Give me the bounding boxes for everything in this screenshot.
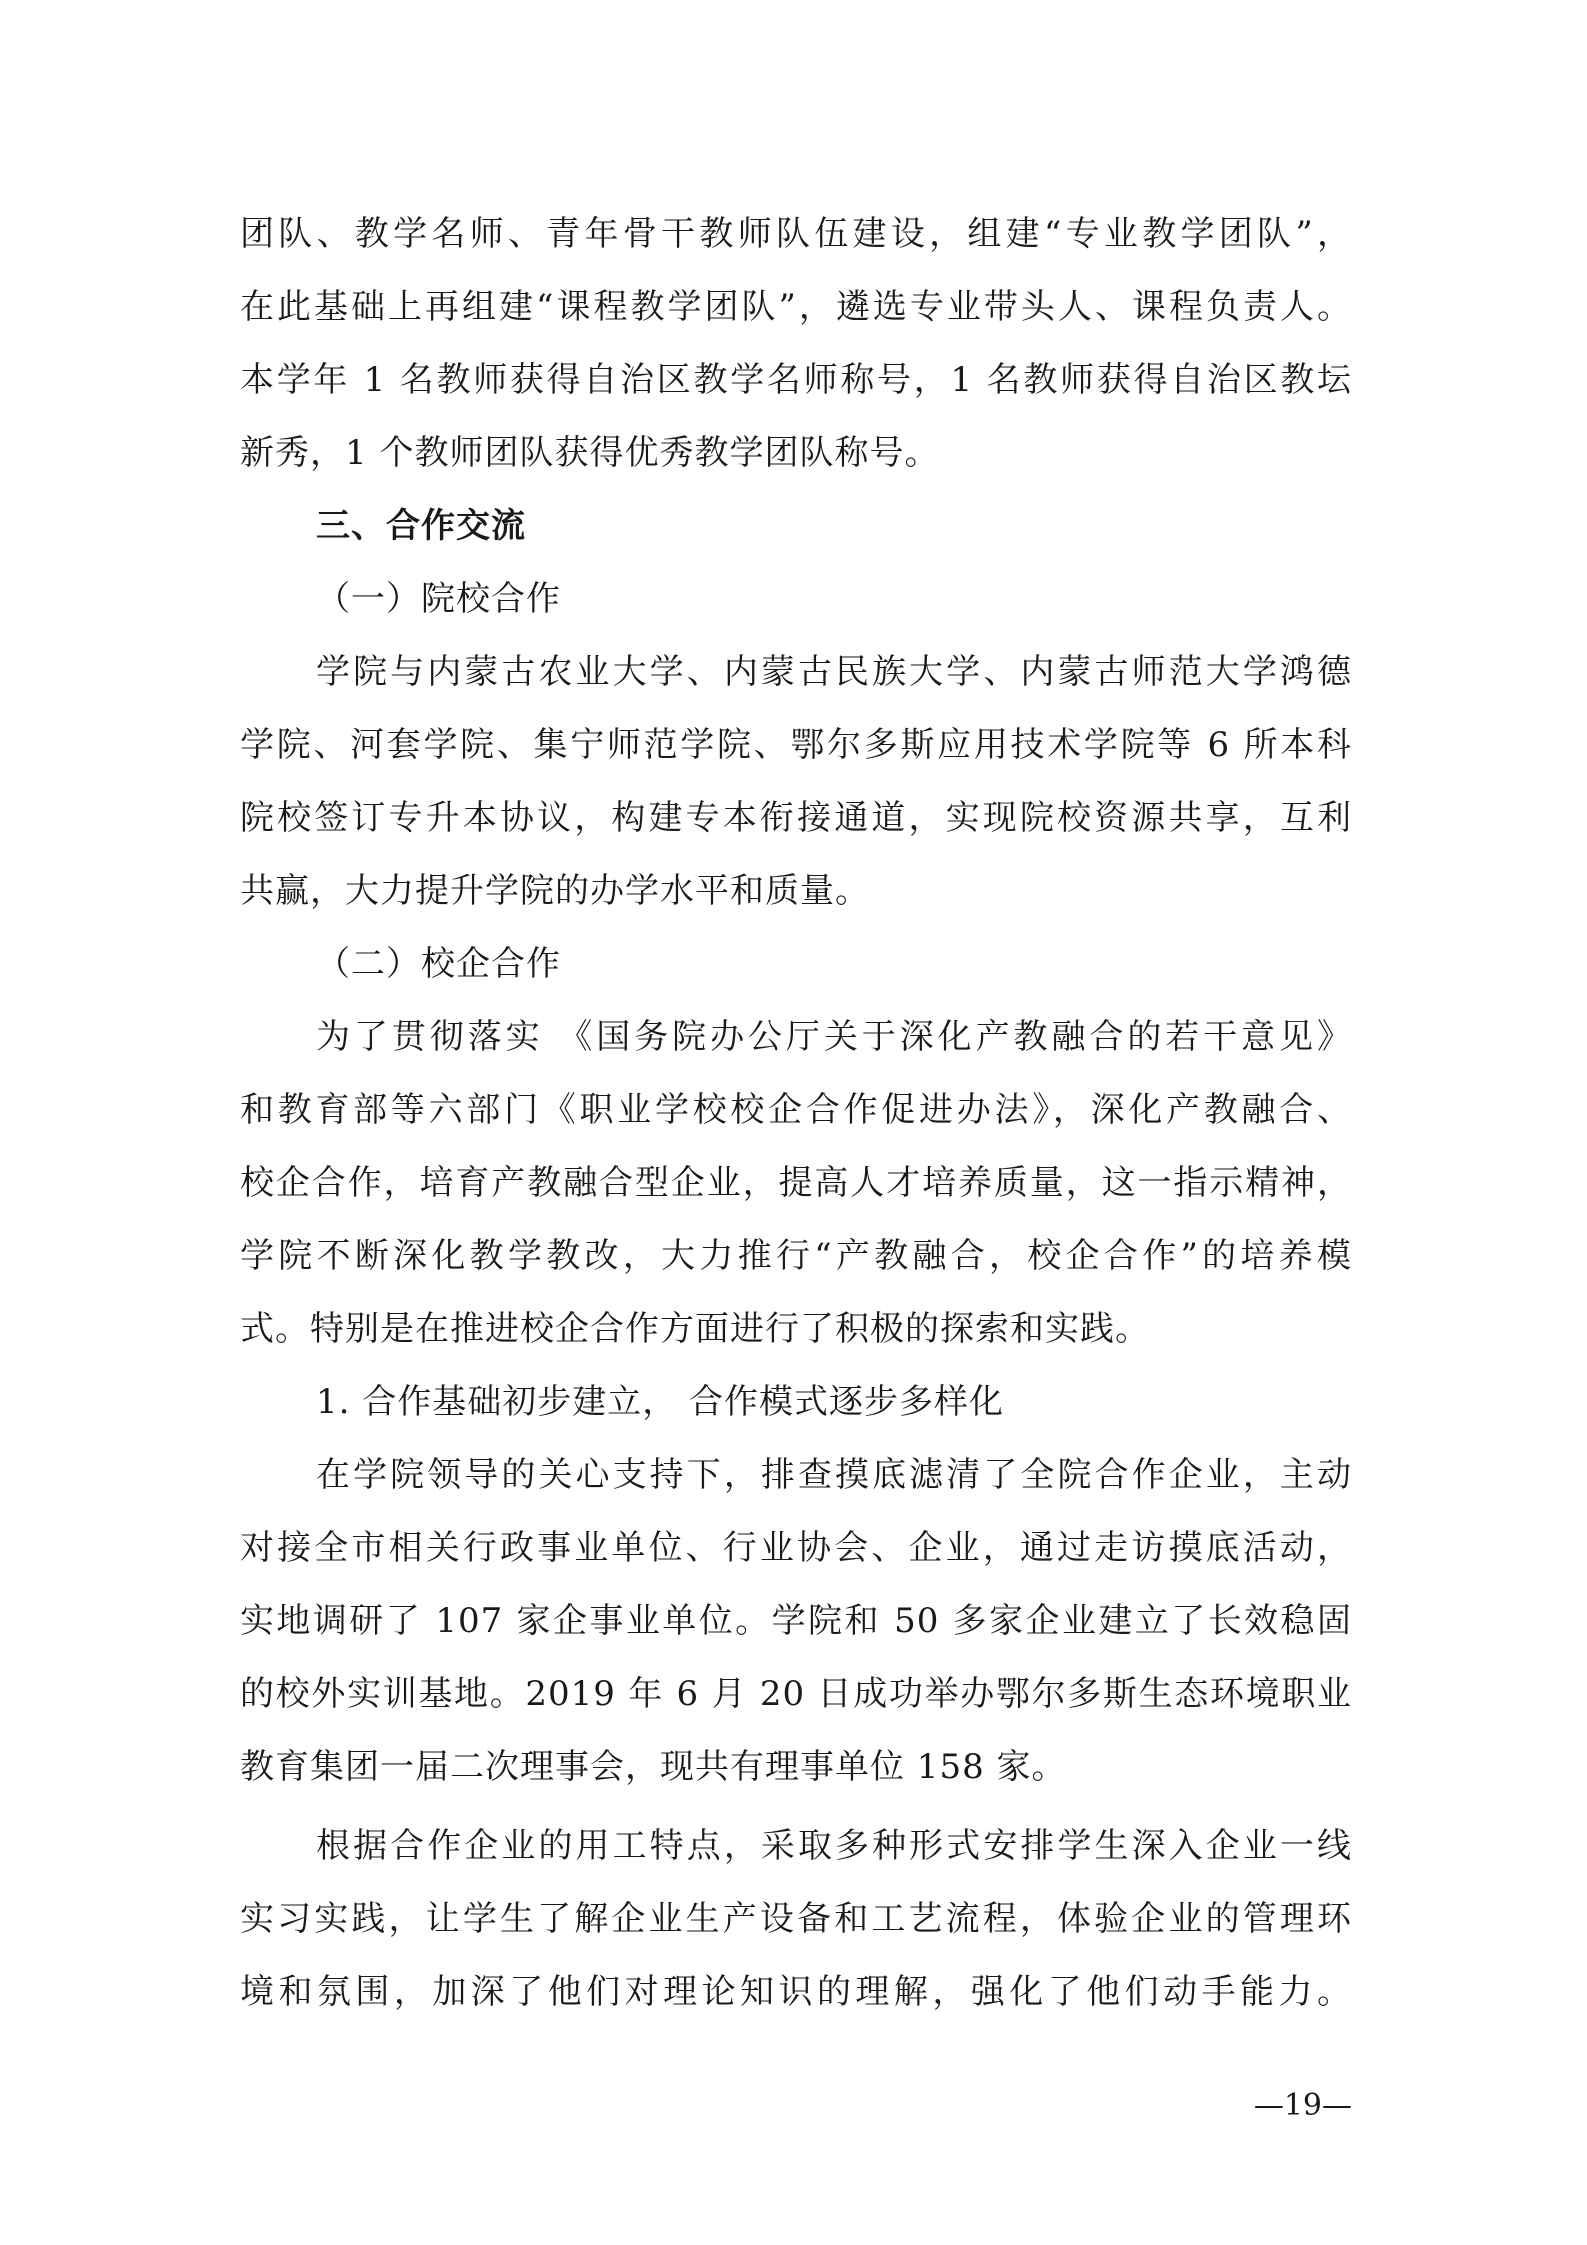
body-line: 学院与内蒙古农业大学、内蒙古民族大学、内蒙古师范大学鸿德 xyxy=(316,652,1352,692)
body-line: 校企合作，培育产教融合型企业，提高人才培养质量，这一指示精神， xyxy=(240,1163,1352,1203)
body-line: 学院不断深化教学教改，大力推行“产教融合，校企合作”的培养模 xyxy=(240,1236,1352,1276)
body-line: 对接全市相关行政事业单位、行业协会、企业，通过走访摸底活动， xyxy=(240,1528,1352,1568)
body-line: 和教育部等六部门《职业学校校企合作促进办法》，深化产教融合、 xyxy=(240,1090,1352,1130)
body-line: 新秀，1 个教师团队获得优秀教学团队称号。 xyxy=(240,433,940,473)
body-line: 院校签订专升本协议，构建专本衔接通道，实现院校资源共享，互利 xyxy=(240,798,1352,838)
body-line: 为了贯彻落实 《国务院办公厅关于深化产教融合的若干意见》 xyxy=(316,1017,1352,1057)
page-number: —19— xyxy=(1253,2088,1352,2123)
subsection-heading: （二）校企合作 xyxy=(316,944,561,984)
body-line: 实地调研了 107 家企事业单位。学院和 50 多家企业建立了长效稳固 xyxy=(240,1601,1352,1641)
body-line: 团队、教学名师、青年骨干教师队伍建设，组建“专业教学团队”， xyxy=(240,214,1352,254)
numbered-heading: 1. 合作基础初步建立， 合作模式逐步多样化 xyxy=(316,1382,1005,1422)
body-line: 本学年 1 名教师获得自治区教学名师称号，1 名教师获得自治区教坛 xyxy=(240,360,1352,400)
body-line: 在此基础上再组建“课程教学团队”，遴选专业带头人、课程负责人。 xyxy=(240,287,1352,327)
body-line: 共赢，大力提升学院的办学水平和质量。 xyxy=(240,871,870,911)
section-heading: 三、合作交流 xyxy=(316,506,526,546)
body-line: 境和氛围，加深了他们对理论知识的理解，强化了他们动手能力。 xyxy=(240,1972,1352,2012)
subsection-heading: （一）院校合作 xyxy=(316,579,561,619)
body-line: 学院、河套学院、集宁师范学院、鄂尔多斯应用技术学院等 6 所本科 xyxy=(240,725,1352,765)
body-line: 根据合作企业的用工特点，采取多种形式安排学生深入企业一线 xyxy=(316,1826,1352,1866)
body-line: 实习实践，让学生了解企业生产设备和工艺流程，体验企业的管理环 xyxy=(240,1899,1352,1939)
body-line: 的校外实训基地。2019 年 6 月 20 日成功举办鄂尔多斯生态环境职业 xyxy=(240,1674,1352,1714)
body-line: 式。特别是在推进校企合作方面进行了积极的探索和实践。 xyxy=(240,1309,1150,1349)
body-line: 在学院领导的关心支持下，排查摸底滤清了全院合作企业，主动 xyxy=(316,1455,1352,1495)
body-line: 教育集团一届二次理事会，现共有理事单位 158 家。 xyxy=(240,1747,1067,1787)
